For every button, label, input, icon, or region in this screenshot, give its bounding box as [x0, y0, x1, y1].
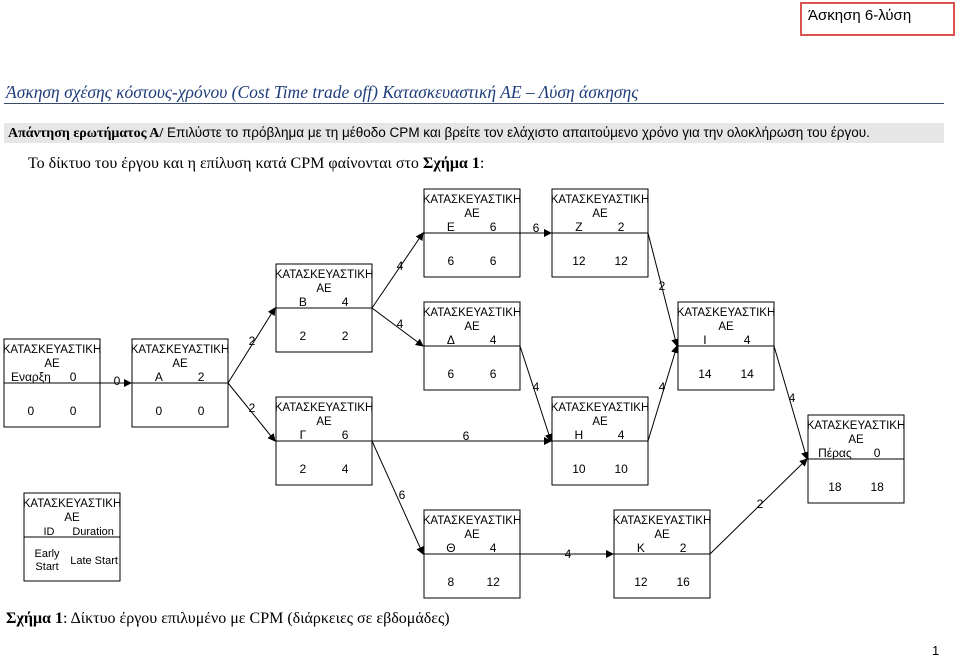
intro-end: :	[479, 155, 485, 172]
node-end-company-line2: ΑΕ	[848, 434, 864, 446]
node-TH-company-line1: ΚΑΤΑΣΚΕΥΑΣΤΙΚΗ	[422, 515, 522, 527]
node-D-late-start: 6	[489, 367, 497, 381]
node-A-early-start: 0	[155, 404, 163, 418]
figure-caption	[6, 610, 450, 628]
node-H-late-start: 10	[614, 462, 628, 476]
node-G-company-line2: ΑΕ	[316, 416, 332, 428]
legend-node	[23, 493, 122, 581]
legend-id: ID	[43, 526, 55, 538]
legend-early-line1: Early	[34, 548, 60, 560]
node-start-early-start: 0	[27, 404, 35, 418]
activity-node-start	[3, 339, 102, 427]
edge-label-G-TH: 6	[398, 488, 406, 502]
node-start-company-line2: ΑΕ	[44, 358, 60, 370]
node-TH-late-start: 12	[486, 575, 500, 589]
activity-node-end	[807, 415, 906, 503]
node-Z-label: Ζ	[575, 220, 583, 234]
node-H-company-line1: ΚΑΤΑΣΚΕΥΑΣΤΙΚΗ	[550, 402, 650, 414]
node-G-label: Γ	[299, 428, 307, 442]
node-TH-company-line2: ΑΕ	[464, 529, 480, 541]
node-I-company-line1: ΚΑΤΑΣΚΕΥΑΣΤΙΚΗ	[676, 307, 776, 319]
node-G-duration: 6	[341, 428, 349, 442]
node-B-company-line2: ΑΕ	[316, 283, 332, 295]
node-I-company-line2: ΑΕ	[718, 321, 734, 333]
legend-duration: Duration	[72, 526, 114, 538]
intro-body: Το δίκτυο του έργου και η επίλυση κατά CPM φαίνονται στο	[28, 155, 423, 172]
node-A-company-line1: ΚΑΤΑΣΚΕΥΑΣΤΙΚΗ	[130, 344, 230, 356]
node-D-early-start: 6	[447, 367, 455, 381]
node-B-early-start: 2	[299, 329, 307, 343]
edge-label-I-end: 4	[788, 391, 796, 405]
node-H-company-line2: ΑΕ	[592, 416, 608, 428]
node-D-label: Δ	[446, 333, 455, 347]
node-Z-late-start: 12	[614, 254, 628, 268]
node-end-label: Πέρας	[818, 446, 852, 460]
node-start-duration: 0	[69, 370, 77, 384]
edge-label-start-A: 0	[113, 374, 121, 388]
edge-label-H-I: 4	[658, 380, 666, 394]
node-G-early-start: 2	[299, 462, 307, 476]
page-number: 1	[932, 643, 940, 658]
activity-node-G	[275, 397, 374, 485]
node-I-label: Ι	[703, 333, 707, 347]
node-K-label: Κ	[636, 541, 645, 555]
edge-label-D-H: 4	[532, 380, 540, 394]
node-Z-company-line1: ΚΑΤΑΣΚΕΥΑΣΤΙΚΗ	[550, 194, 650, 206]
node-B-label: Β	[298, 295, 307, 309]
activity-node-H	[551, 397, 650, 485]
node-end-late-start: 18	[870, 480, 884, 494]
activity-node-E	[423, 189, 522, 277]
activity-node-I	[677, 302, 776, 390]
edge-label-B-E: 4	[396, 259, 404, 273]
node-K-early-start: 12	[634, 575, 648, 589]
node-Z-company-line2: ΑΕ	[592, 208, 608, 220]
node-TH-early-start: 8	[447, 575, 455, 589]
edge-label-G-H: 6	[462, 429, 470, 443]
node-K-late-start: 16	[676, 575, 690, 589]
node-I-early-start: 14	[698, 367, 712, 381]
node-A-label: Α	[154, 370, 163, 384]
node-Z-early-start: 12	[572, 254, 586, 268]
node-H-label: Η	[574, 428, 584, 442]
activity-node-TH	[423, 510, 522, 598]
node-D-company-line1: ΚΑΤΑΣΚΕΥΑΣΤΙΚΗ	[422, 307, 522, 319]
legend-company-line2: ΑΕ	[64, 512, 80, 524]
node-start-label: Εναρξη	[10, 370, 51, 384]
edge-label-B-D: 4	[396, 317, 404, 331]
edge-label-TH-K: 4	[564, 547, 572, 561]
question-body: Επιλύστε το πρόβλημα με τη μέθοδο CPM και βρείτε τον ελάχιστο απαιτούμενο χρόνο για την ολοκλήρωση του έργου.	[163, 125, 870, 140]
node-E-early-start: 6	[447, 254, 455, 268]
node-D-company-line2: ΑΕ	[464, 321, 480, 333]
edge-label-K-end: 2	[756, 497, 764, 511]
legend-company-line1: ΚΑΤΑΣΚΕΥΑΣΤΙΚΗ	[22, 498, 122, 510]
node-start-late-start: 0	[69, 404, 77, 418]
node-K-company-line1: ΚΑΤΑΣΚΕΥΑΣΤΙΚΗ	[612, 515, 712, 527]
node-E-late-start: 6	[489, 254, 497, 268]
activity-node-B	[275, 264, 374, 352]
node-A-late-start: 0	[197, 404, 205, 418]
intro-ref: Σχήμα 1	[422, 155, 480, 172]
node-B-company-line1: ΚΑΤΑΣΚΕΥΑΣΤΙΚΗ	[274, 269, 374, 281]
node-I-duration: 4	[743, 333, 751, 347]
node-end-early-start: 18	[828, 480, 842, 494]
activity-node-Z	[551, 189, 650, 277]
activity-node-K	[613, 510, 712, 598]
activity-node-A	[131, 339, 230, 427]
node-TH-label: Θ	[446, 541, 456, 555]
header-tag: Άσκηση 6-λύση	[800, 2, 955, 36]
question-label: Απάντηση ερωτήματος Α/	[8, 126, 164, 141]
node-E-label: Ε	[446, 220, 455, 234]
legend-early-line2: Start	[35, 561, 59, 573]
edge-label-A-G: 2	[248, 401, 256, 415]
node-end-company-line1: ΚΑΤΑΣΚΕΥΑΣΤΙΚΗ	[806, 420, 906, 432]
page-title: Άσκηση σχέσης κόστους-χρόνου (Cost Time trade off) Κατασκευαστική ΑΕ – Λύση άσκησης	[6, 82, 639, 102]
node-G-late-start: 4	[341, 462, 349, 476]
node-H-duration: 4	[617, 428, 625, 442]
edge-label-E-Z: 6	[532, 221, 540, 235]
node-start-company-line1: ΚΑΤΑΣΚΕΥΑΣΤΙΚΗ	[2, 344, 102, 356]
node-end-duration: 0	[873, 446, 881, 460]
legend-late-start: Late Start	[70, 555, 118, 567]
edge-label-A-B: 2	[248, 334, 256, 348]
node-B-late-start: 2	[341, 329, 349, 343]
node-E-company-line2: ΑΕ	[464, 208, 480, 220]
node-I-late-start: 14	[740, 367, 754, 381]
node-K-company-line2: ΑΕ	[654, 529, 670, 541]
edge-label-Z-I: 2	[658, 279, 666, 293]
activity-node-D	[423, 302, 522, 390]
node-E-duration: 6	[489, 220, 497, 234]
caption-body: : Δίκτυο έργου επιλυμένο με CPM (διάρκειες σε εβδομάδες)	[62, 610, 450, 627]
node-A-duration: 2	[197, 370, 205, 384]
node-E-company-line1: ΚΑΤΑΣΚΕΥΑΣΤΙΚΗ	[422, 194, 522, 206]
node-TH-duration: 4	[489, 541, 497, 555]
caption-ref: Σχήμα 1	[6, 610, 63, 627]
node-Z-duration: 2	[617, 220, 625, 234]
node-K-duration: 2	[679, 541, 687, 555]
edge-G-TH	[372, 441, 423, 554]
node-H-early-start: 10	[572, 462, 586, 476]
node-A-company-line2: ΑΕ	[172, 358, 188, 370]
node-G-company-line1: ΚΑΤΑΣΚΕΥΑΣΤΙΚΗ	[274, 402, 374, 414]
node-B-duration: 4	[341, 295, 349, 309]
nodes-layer	[3, 189, 906, 598]
node-D-duration: 4	[489, 333, 497, 347]
